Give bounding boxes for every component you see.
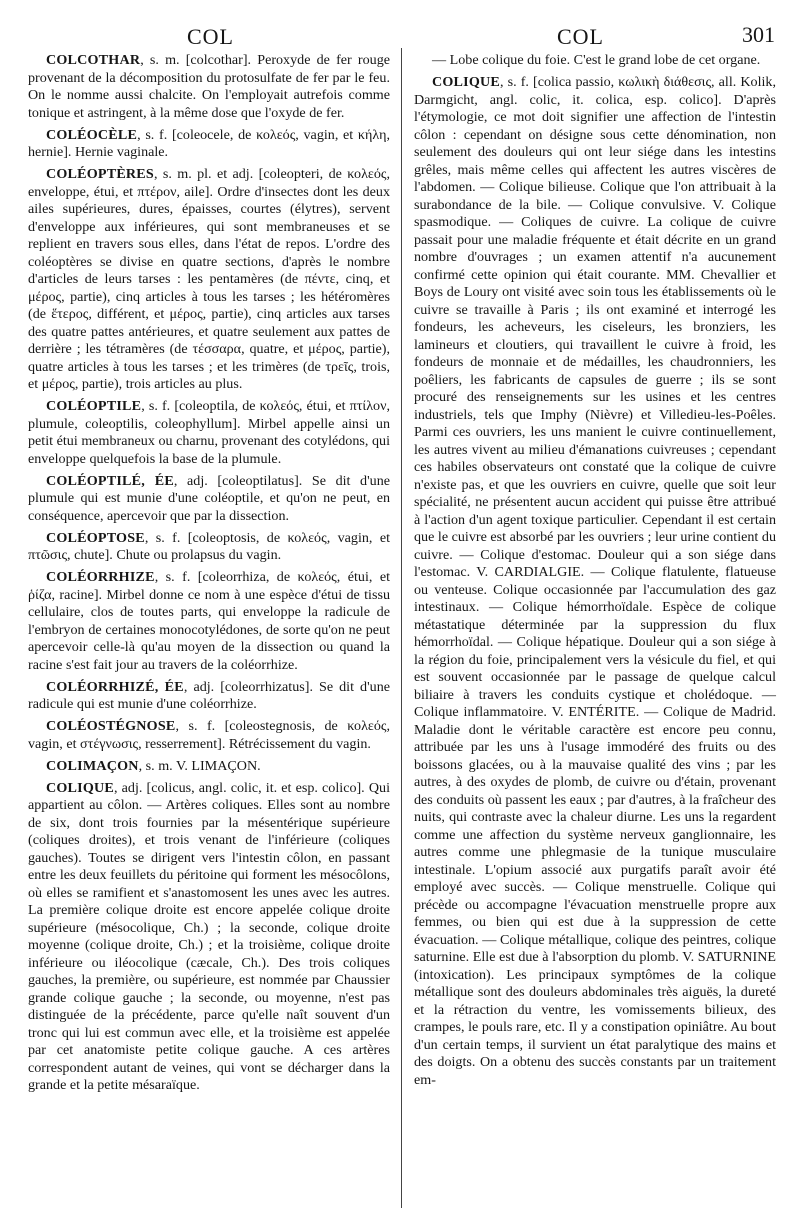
entry-coleoptile [28,398,390,468]
entry-headword: COLÉOPTILE [46,398,142,414]
entry-body: , s. f. [coleorrhiza, de κολεός, étui, et ῥίζα, racine]. Mirbel donne ce nom à une espèce d'étui de tissu cellulaire, clos de toutes parts, qui enveloppe la radicule de l'embryon de certaines monocotylédones, de sorte qu'on ne peut apercevoir celle-là qu'au moyen de la dissection ou quand la racine s'est fait jour au travers de la coléorrhize. [28,569,390,673]
entry-headword: COLÉOPTILÉ, ÉE [46,472,174,489]
entry-body: , s. f. [coleoptila, de κολεός, étui, et πτίλον, plumule, coleoptilis, coleophyllum]. Mirbel appelle ainsi un petit étui membraneux ou charnu, provenant des cotylédons, qui enveloppe quelquefois la base de la plumule. [28,398,390,467]
running-head-right: COL [557,24,604,49]
column-divider [401,48,402,1208]
entry-headword: COLIQUE [432,74,500,90]
entry-headword: COLÉOSTÉGNOSE [46,718,176,734]
entry-coleoptose [28,530,390,565]
entry-headword: COLÉORRHIZE [46,569,155,585]
entry-body: , s. f. [colica passio, κωλικὴ διάθεσις, all. Kolik, Darmgicht, angl. colic, it. colica, esp. colico]. D'après l'étymologie, ce mot doit signifier une affection de l'intestin côlon : cependant on désigne sous cette dénomination, non seulement des douleurs qui ont leur siége dans les intestins grêles, mais même celles qui affectent les autres viscères de l'abdomen. — Colique bilieuse. Colique que l'on attribuait à la surabondance de la bile. — Colique convulsive. V. Colique spasmodique. — Coliques de cuivre. La colique de cuivre passait pour une maladie fréquente et était décrite en un grand nombre d'ouvrages ; un examen attentif n'a aucunement confirmé cette opinion qui était courante. MM. Chevallier et Boys de Loury ont visité avec soin tous les établissements où le cuivre se travaille à Paris ; ils ont examiné et interrogé les fondeurs, les acheveurs, les ciseleurs, les bronziers, les lamineurs et cloutiers, qui travaillent le cuivre à froid, les fondeurs de monnaie et de médailles, les chaudronniers, les poêliers, les fabricants de capsules de guerre ; ils se sont procuré des renseignements sur les usines et les centres industriels, tels que Imphy (Nièvre) et Villedieu-les-Poêles. Parmi ces ouvriers, les uns manient le cuivre continuellement, les autres vivent au milieu d'émanations cuivreuses ; cependant ces habiles observateurs ont constaté que la colique de cuivre n'existe pas, et que les ouvriers en cuivre, quelle que soit leur spécialité, ne présentent aucun accident qui puisse être attribué à l'action d'un agent toxique particulier. Cependant il est certain que le cuivre est absorbé par les ouvriers ; leur urine contient du cuivre. — Colique d'estomac. Douleur qui a son siége dans l'estomac. V. CARDIALGIE. — Colique flatulente, flatueuse ou venteuse. Colique occasionnée par l'accumulation des gaz intestinaux. — Colique hémorrhoïdale. Espèce de colique métastatique déterminée par la suppression du flux hémorrhoïdal. — Colique hépatique. Douleur qui a son siége à la région du foie, principalement vers la vésicule du fiel, et qui est souvent occasionnée par le passage de quelque calcul biliaire à travers les conduits cystique et cholédoque. — Colique inflammatoire. V. ENTÉRITE. — Colique de Madrid. Maladie dont le véritable caractère est encore peu connu, attribuée par les uns à l'usage immodéré des fruits ou des boissons glacées, ou à la mauvaise qualité des vins ; par les autres, à des oxydes de plomb, de cuivre ou d'étain, provenant des conduits où passent les eaux ; par d'autres, à la fraîcheur des nuits, qui contraste avec la chaleur diurne. Les uns la regardent comme une affection du système nerveux ganglionnaire, les autres comme une phlegmasie de la tunique musculaire intestinale. L'opium associé aux purgatifs paraît avoir été employé avec succès. — Colique menstruelle. Colique qui précède ou accompagne l'évacuation menstruelle propre aux femmes, ou bien qui est due à la suppression de cette évacuation. — Colique métallique, colique des peintres, colique saturnine. Elle est due à l'absorption du plomb. V. SATURNINE (intoxication). Les principaux symptômes de la colique métallique sont des douleurs abdominales très aiguës, la dureté et la rétraction du ventre, les vomissements bilieux, des crampes, le pouls rare, etc. Il y a constipation opiniâtre. Au bout d'un certain temps, il survient un état paralytique des mains et des doigts. On a obtenu des succès constants par un traitement em- [414,74,776,1088]
entry-headword: COLÉOPTOSE [46,529,145,546]
entry-colcothar [28,52,390,122]
entry-body: , adj. [coleorrhizatus]. Se dit d'une radicule qui est munie d'une coléorrhize. [28,678,390,712]
running-head-left: COL [187,24,234,49]
entry-headword: COLÉOPTÈRES [46,166,154,182]
entry-headword: COLCOTHAR [46,52,141,68]
entry-body: , s. m. pl. et adj. [coleopteri, de κολεός, enveloppe, étui, et πτέρον, aile]. Ordre d'insectes dont les deux ailes supérieures, dures, épaisses, courtes (élytres), servent d'enveloppe aux inférieures, qui sont membraneuses et se replient en travers sous elles, dans l'état de repos. L'ordre des coléoptères se divise en quatre sections, d'après le nombre d'articles de leurs tarses : les pentamères (de πέντε, cinq, et μέρος, partie), cinq articles à tous les tarses ; les hétéromères (de ἕτερος, différent, et μέρος, partie), cinq articles aux tarses des quatre pattes antérieures, et quatre seulement aux pattes de derrière ; les tétramères (de τέσσαρα, quatre, et μέρος, partie), quatre articles à tous les tarses ; et les trimères (de τρεῖς, trois, et μέρος, partie), trois articles au plus. [28,166,390,392]
page-number: 301 [742,22,775,47]
entry-body: , adj. [coleoptilatus]. Se dit d'une plumule qui est munie d'une coléoptile, et qu'on ne peut, en conséquence, apercevoir que par la dissection. [28,472,390,524]
entry-coleorrhize-adj [28,679,390,714]
entry-colique-noun [414,74,776,1089]
entry-headword: COLÉORRHIZÉ, ÉE [46,678,184,695]
left-column [28,52,390,1099]
right-column [414,52,776,1094]
entry-body: , s. m. [colcothar]. Peroxyde de fer rouge provenant de la décomposition du protosulfate de fer par le feu. On le nomme aussi chalcite. On l'employait autrefois comme tonique et astringent, à la même dose que l'oxyde de fer. [28,52,390,121]
entry-coleopteres [28,166,390,394]
entry-coleoptile-adj [28,473,390,526]
entry-coleocele [28,127,390,162]
entry-coleostegnose [28,718,390,753]
entry-body: , s. f. [coleocele, de κολεός, vagin, et κήλη, hernie]. Hernie vaginale. [28,126,390,160]
entry-body: — Lobe colique du foie. C'est le grand lobe de cet organe. [432,52,761,68]
entry-headword: COLÉOCÈLE [46,126,138,143]
entry-headword: COLIQUE [46,779,114,796]
entry-headword: COLIMAÇON [46,757,139,774]
entry-body: , s. m. V. LIMAÇON. [138,757,261,774]
entry-continuation [414,52,776,70]
entry-body: , adj. [colicus, angl. colic, it. et esp. colico]. Qui appartient au côlon. — Artères coliques. Elles sont au nombre de six, dont trois fournies par la mésentérique supérieure (coliques droites), et trois venant de l'inférieure (coliques gauches). Toutes se dirigent vers l'intestin côlon, en passant entre les deux feuillets du péritoine qui forment les mésocôlons, où elles se ramifient et s'anastomosent les unes avec les autres. La première colique droite est encore appelée colique droite supérieure (mésocolique, Ch.) ; la seconde, colique droite moyenne (colique droite, Ch.) ; et la troisième, colique droite inférieure ou iléocolique (cæcale, Ch.). Des trois coliques gauches, la première, ou supérieure, est nommée par Chaussier grande colique gauche ; la seconde, ou moyenne, n'est pas distinguée de la précédente, parce qu'elle naît souvent d'un tronc qui lui est commun avec elle, et la troisième est appelée par cet anatomiste petite colique gauche. A ces artères correspondent autant de veines, qui vont se décharger dans la grande et la petite mésaraïque. [28,779,390,1093]
entry-coleorrhize [28,569,390,674]
entry-body: , s. f. [coleostegnosis, de κολεός, vagin, et στέγνωσις, resserrement]. Rétrécissement du vagin. [28,718,390,752]
entry-body: , s. f. [coleoptosis, de κολεός, vagin, et πτῶσις, chute]. Chute ou prolapsus du vagin. [28,529,390,563]
entry-colique-adj [28,780,390,1095]
entry-colimacon [28,758,390,776]
